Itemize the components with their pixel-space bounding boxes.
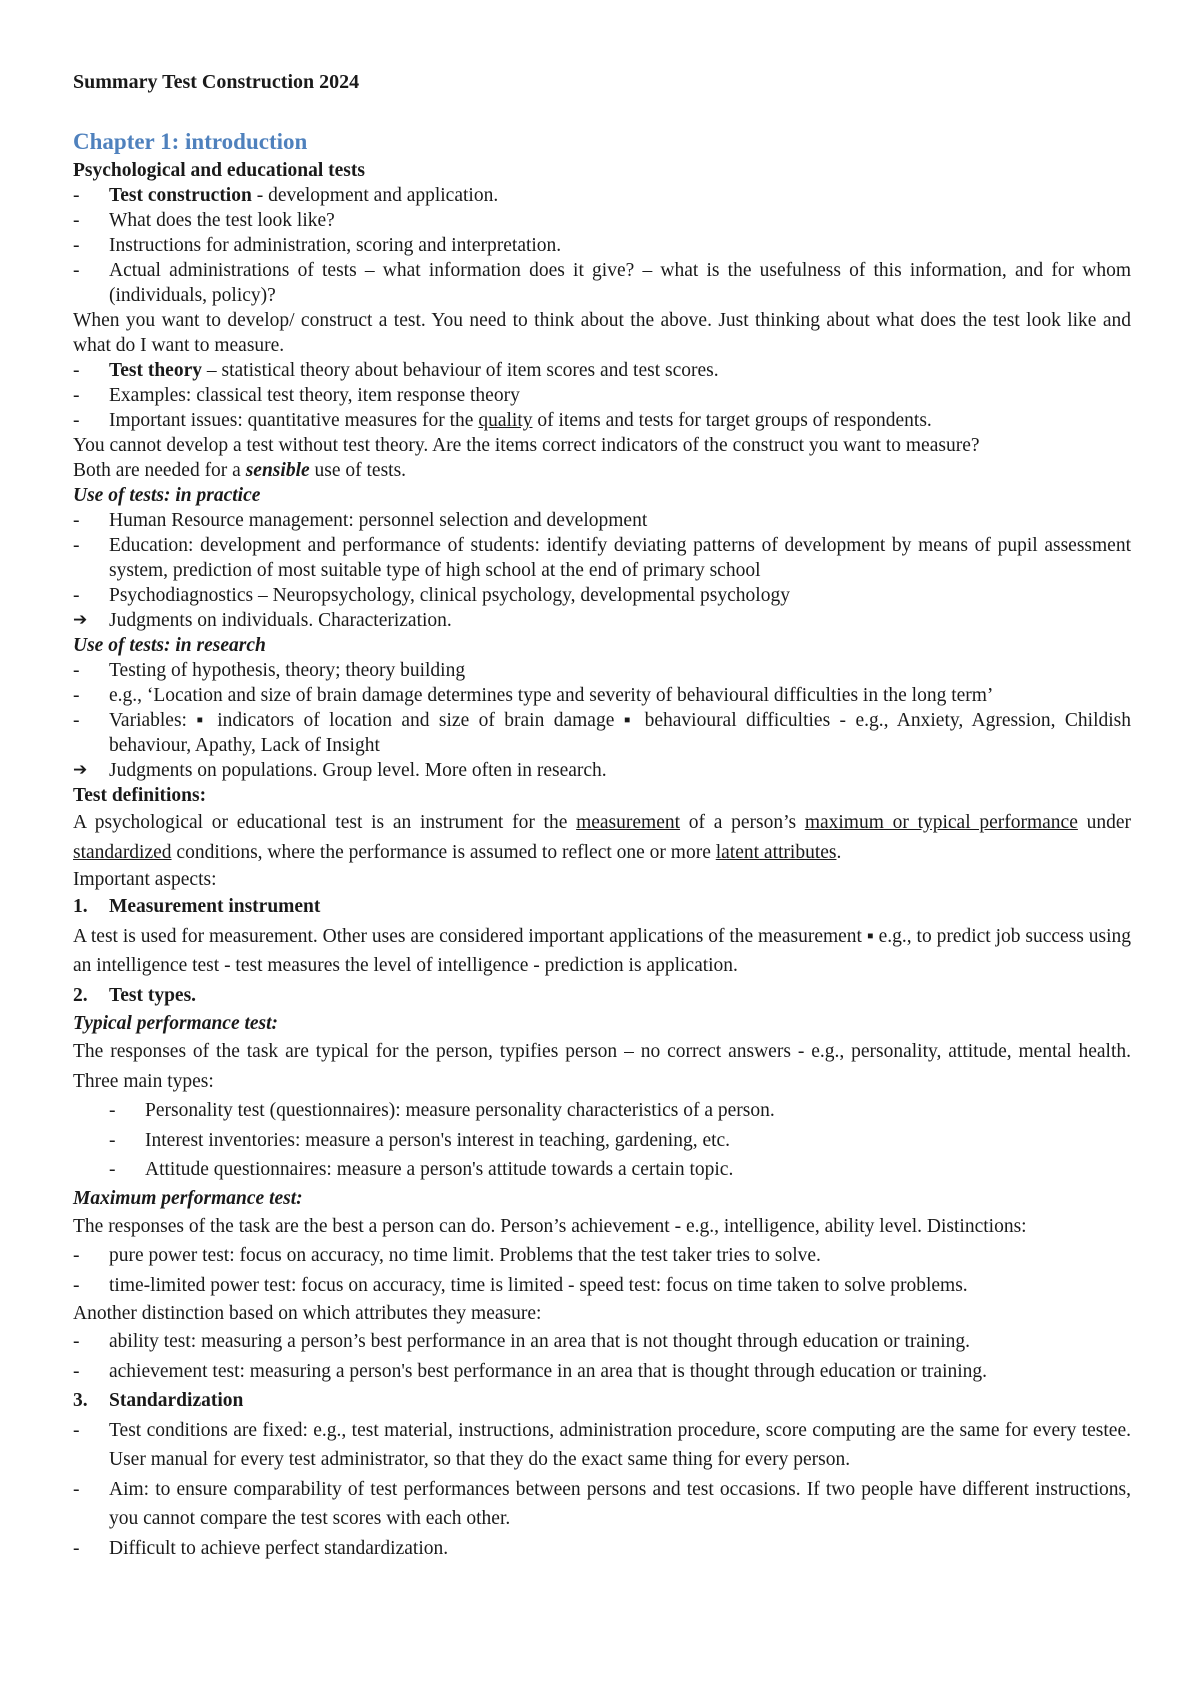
list-item: - Examples: classical test theory, item response theory [73, 383, 1131, 408]
paragraph: A test is used for measurement. Other uses are considered important applications of the measurement ▪ e.g., to predict job success using an intelligence test - test measures the level of intelligence - prediction is application. [73, 925, 1131, 976]
chapter-heading: Chapter 1: introduction [73, 129, 308, 154]
list-item: - Variables: ▪ indicators of location and size of brain damage ▪ behavioural difficulties - e.g., Anxiety, Agression, Childish behaviour, Apathy, Lack of Insight [73, 708, 1131, 758]
list-item: - Test theory – statistical theory about behaviour of item scores and test scores. [73, 358, 1131, 383]
standardization-list [73, 1416, 1131, 1564]
list-item: - What does the test look like? [73, 208, 1131, 233]
research-list [73, 658, 1131, 758]
paragraph: Another distinction based on which attributes they measure: [73, 1303, 542, 1324]
list-item: - Aim: to ensure comparability of test performances between persons and test occasions. If two people have different instructions, you cannot compare the test scores with each other. [73, 1475, 1131, 1534]
list-item: - achievement test: measuring a person's best performance in an area that is thought through education or training. [73, 1357, 1131, 1387]
research-conclusion [73, 758, 1131, 783]
paragraph: The responses of the task are the best a person can do. Person’s achievement - e.g., intelligence, ability level. Distinctions: [73, 1215, 1027, 1237]
list-item: - Instructions for administration, scoring and interpretation. [73, 233, 1131, 258]
list-item: - pure power test: focus on accuracy, no time limit. Problems that the test taker tries to solve. [73, 1241, 1131, 1271]
subheading-typical: Typical performance test: [73, 1013, 279, 1034]
paragraph: Important aspects: [73, 869, 217, 890]
attribute-list [73, 1327, 1131, 1386]
section-heading-psychological-tests: Psychological and educational tests [73, 160, 365, 181]
distinctions-list [73, 1241, 1131, 1300]
list-item: - Test construction - development and application. [73, 183, 1131, 208]
list-item: - Important issues: quantitative measures for the quality of items and tests for target groups of respondents. [73, 408, 1131, 433]
list-item: - Difficult to achieve perfect standardization. [73, 1534, 1131, 1564]
paragraph: The responses of the task are typical for the person, typifies person – no correct answers - e.g., personality, attitude, mental health. Three main types: [73, 1041, 1131, 1092]
test-construction-list [73, 183, 1131, 308]
numbered-heading-measurement: 1. Measurement instrument [73, 896, 321, 917]
numbered-heading-test-types: 2. Test types. [73, 984, 197, 1006]
document-page [73, 70, 1131, 1563]
list-item: - Interest inventories: measure a person's interest in teaching, gardening, etc. [109, 1126, 1131, 1156]
section-heading-definitions: Test definitions: [73, 785, 207, 806]
list-item: - Human Resource management: personnel selection and development [73, 508, 1131, 533]
subheading-maximum: Maximum performance test: [73, 1187, 303, 1209]
section-heading-practice: Use of tests: in practice [73, 485, 261, 506]
list-item: - time-limited power test: focus on accuracy, time is limited - speed test: focus on time taken to solve problems. [73, 1271, 1131, 1301]
list-item: - Testing of hypothesis, theory; theory building [73, 658, 1131, 683]
arrow-item: ➔ Judgments on individuals. Characterization. [73, 608, 1131, 633]
practice-conclusion [73, 608, 1131, 633]
list-item: - Actual administrations of tests – what information does it give? – what is the usefulness of this information, and for whom (individuals, policy)? [73, 258, 1131, 308]
definition-paragraph: A psychological or educational test is an instrument for the measurement of a person’s maximum or typical performance under standardized conditions, where the performance is assumed to reflect one or more latent attributes. [73, 812, 1131, 863]
section-heading-research: Use of tests: in research [73, 635, 266, 656]
document-title: Summary Test Construction 2024 [73, 71, 360, 93]
list-item: - e.g., ‘Location and size of brain damage determines type and severity of behavioural difficulties in the long term’ [73, 683, 1131, 708]
test-theory-list [73, 358, 1131, 433]
paragraph: You cannot develop a test without test theory. Are the items correct indicators of the construct you want to measure? [73, 435, 980, 456]
list-item: - Education: development and performance of students: identify deviating patterns of development by means of pupil assessment system, prediction of most suitable type of high school at the end of primary school [73, 533, 1131, 583]
practice-list [73, 508, 1131, 608]
numbered-heading-standardization: 3. Standardization [73, 1390, 244, 1411]
arrow-item: ➔ Judgments on populations. Group level. More often in research. [73, 758, 1131, 783]
paragraph: When you want to develop/ construct a test. You need to think about the above. Just thinking about what does the test look like and what do I want to measure. [73, 310, 1131, 356]
list-item: - Personality test (questionnaires): measure personality characteristics of a person. [109, 1096, 1131, 1126]
list-item: - ability test: measuring a person’s best performance in an area that is not thought through education or training. [73, 1327, 1131, 1357]
list-item: - Test conditions are fixed: e.g., test material, instructions, administration procedure, score computing are the same for every testee. User manual for every test administrator, so that they do the exact same thing for every person. [73, 1416, 1131, 1475]
typical-types-list [73, 1096, 1131, 1185]
list-item: - Attitude questionnaires: measure a person's attitude towards a certain topic. [109, 1155, 1131, 1185]
paragraph: Both are needed for a sensible use of tests. [73, 460, 407, 481]
list-item: - Psychodiagnostics – Neuropsychology, clinical psychology, developmental psychology [73, 583, 1131, 608]
